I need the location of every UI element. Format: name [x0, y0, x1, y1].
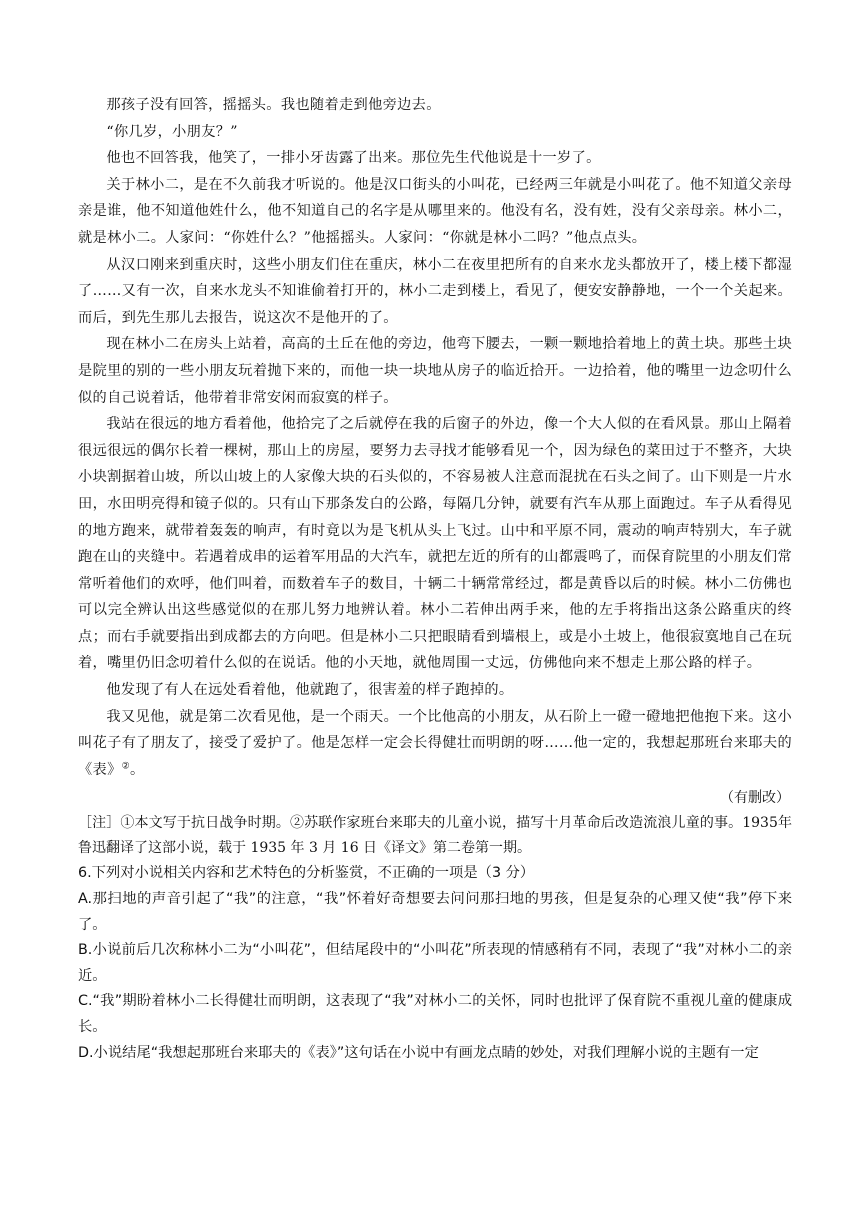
option-a: A.那扫地的声音引起了“我”的注意，“我”怀着好奇想要去问问那扫地的男孩，但是复杂的心理又使“我”停下来了。 [78, 891, 792, 933]
passage-paragraph-3: 他也不回答我，他笑了，一排小牙齿露了出来。那位先生代他说是十一岁了。 [106, 150, 601, 167]
passage-paragraph-1: 那孩子没有回答，摇摇头。我也随着走到他旁边去。 [106, 97, 441, 113]
passage-paragraph-8: 他发现了有人在远处看着他，他就跑了，很害羞的样子跑掉的。 [106, 682, 514, 699]
option-c: C.“我”期盼着林小二长得健壮而明朗，这表现了“我”对林小二的关怀，同时也批评了保育院不重视儿童的健康成长。 [78, 993, 792, 1035]
page-content [78, 92, 792, 1066]
passage-paragraph-6: 现在林小二在房头上站着，高高的土丘在他的旁边，他弯下腰去，一颗一颗地拾着地上的黄土块。那些土块是院里的别的一些小朋友玩着抛下来的，而他一块一块地从房子的临近拾开。一边拾着，他的嘴里一边念叨什么似的自己说着话，他带着非常安闲而寂寞的样子。 [78, 336, 792, 406]
option-b: B.小说前后几次称林小二为“小叫花”，但结尾段中的“小叫花”所表现的情感稍有不同，表现了“我”对林小二的亲近。 [78, 942, 792, 984]
source-note: （有删改） [720, 790, 790, 807]
passage-paragraph-4: 关于林小二，是在不久前我才听说的。他是汉口街头的小叫花，已经两三年就是小叫花了。他不知道父亲母亲是谁，他不知道他姓什么，他不知道自己的名字是从哪里来的。他没有名，没有姓，没有父亲母亲。林小二，就是林小二。人家问：“你姓什么？”他摇摇头。人家问：“你就是林小二吗？”他点点头。 [78, 176, 792, 246]
passage-paragraph-7: 我站在很远的地方看着他，他拾完了之后就停在我的后窗子的外边，像一个大人似的在看风景。那山上隔着很远很远的偶尔长着一棵树，那山上的房屋，要努力去寻找才能够看见一个，因为绿色的菜田过于不整齐，大块小块割据着山坡，所以山坡上的人家像大块的石头似的，不容易被人注意而混扰在石头之间了。山下则是一片水田，水田明亮得和镜子似的。只有山下那条发白的公路，每隔几分钟，就要有汽车从那上面跑过。车子从看得见的地方跑来，就带着轰轰的响声，有时竟以为是飞机从头上飞过。山中和平原不同，震动的响声特别大，车子就跑在山的夹缝中。若遇着成串的运着军用品的大汽车，就把左近的所有的山都震鸣了，而保育院里的小朋友们常常听着他们的欢呼，他们叫着，而数着车子的数目，十辆二十辆常常经过，都是黄昏以后的时候。林小二仿佛也可以完全辨认出这些感觉似的在那儿努力地辨认着。林小二若伸出两手来，他的左手将指出这条公路重庆的终点；而右手就要指出到成都去的方向吧。但是林小二只把眼睛看到墙根上，或是小土坡上，他很寂寞地自己在玩着，嘴里仍旧念叨着什么似的在说话。他的小天地，就他周围一丈远，仿佛他向来不想走上那公路的样子。 [78, 416, 792, 672]
footnote-marker: ② [121, 761, 131, 772]
passage-paragraph-2: “你几岁，小朋友？” [106, 123, 238, 140]
passage-paragraph-9-end: 。 [130, 761, 145, 778]
passage-paragraph-9-text: 我又见他，就是第二次看见他，是一个雨天。一个比他高的小朋友，从石阶上一磴一磴地把他抱下来。这小叫花子有了朋友了，接受了爱护了。他是怎样一定会长得健壮而明朗的呀……他一定的，我想起那班台来耶夫的《表》 [78, 708, 792, 778]
passage-paragraph-5: 从汉口刚来到重庆时，这些小朋友们住在重庆，林小二在夜里把所有的自来水龙头都放开了，楼上楼下都湿了……又有一次，自来水龙头不知谁偷着打开的，林小二走到楼上，看见了，便安安静静地，一个一个关起来。而后，到先生那儿去报告，说这次不是他开的了。 [78, 256, 792, 326]
passage-paragraph-9 [78, 704, 792, 784]
question-stem: 6.下列对小说相关内容和艺术特色的分析鉴赏，不正确的一项是（3 分） [78, 865, 535, 882]
option-d: D.小说结尾“我想起那班台来耶夫的《表》”这句话在小说中有画龙点睛的妙处，对我们理解小说的主题有一定 [78, 1044, 759, 1061]
footnote: ［注］①本文写于抗日战争时期。②苏联作家班台来耶夫的儿童小说，描写十月革命后改造流浪儿童的事。1935年鲁迅翻译了这部小说，载于 1935 年 3 月 16 日《译文》第二卷第一期。 [78, 815, 792, 857]
